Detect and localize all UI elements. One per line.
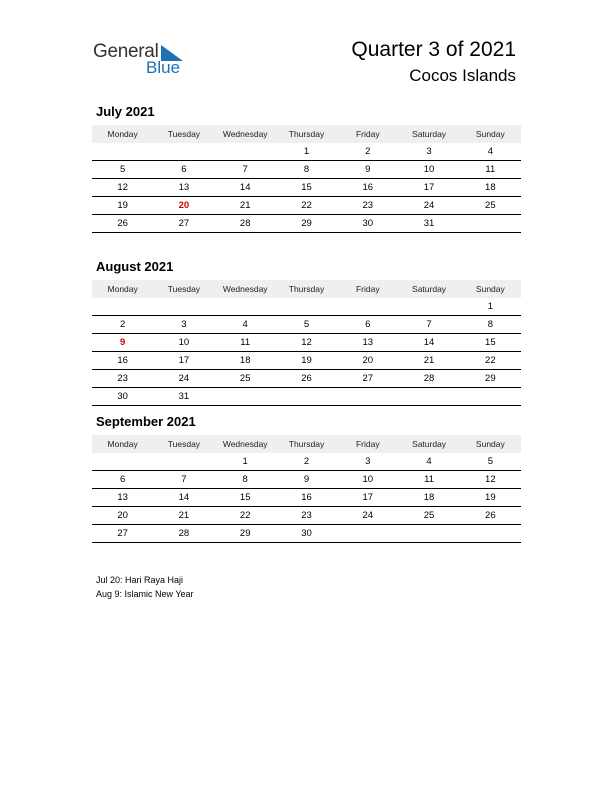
day-cell: 13	[153, 179, 214, 197]
day-cell: 22	[215, 507, 276, 525]
week-row	[92, 471, 521, 489]
day-cell: 27	[153, 215, 214, 233]
day-cell: 17	[337, 489, 398, 507]
day-cell: 9	[276, 471, 337, 489]
day-cell: 30	[337, 215, 398, 233]
weekday-header: Thursday	[276, 125, 337, 143]
week-row	[92, 489, 521, 507]
holiday-note: Jul 20: Hari Raya Haji	[96, 575, 184, 585]
logo-blue-text: Blue	[146, 58, 181, 77]
weekday-header: Thursday	[276, 435, 337, 453]
weekday-header: Thursday	[276, 280, 337, 298]
day-cell: 4	[215, 316, 276, 334]
month-title: September 2021	[96, 414, 196, 429]
day-cell: 1	[276, 143, 337, 161]
weekday-header: Friday	[337, 435, 398, 453]
month-july	[92, 104, 521, 233]
day-cell: 9	[337, 161, 398, 179]
day-cell: 8	[276, 161, 337, 179]
empty-day-cell	[92, 143, 153, 161]
empty-day-cell	[460, 215, 521, 233]
weekday-header: Tuesday	[153, 125, 214, 143]
day-cell: 19	[276, 352, 337, 370]
day-cell: 6	[153, 161, 214, 179]
week-row	[92, 370, 521, 388]
week-row	[92, 215, 521, 233]
week-row	[92, 507, 521, 525]
day-cell: 12	[276, 334, 337, 352]
day-cell: 23	[276, 507, 337, 525]
weekday-header: Friday	[337, 125, 398, 143]
day-cell: 18	[398, 489, 459, 507]
day-cell: 6	[92, 471, 153, 489]
day-cell: 29	[215, 525, 276, 543]
day-cell: 3	[337, 453, 398, 471]
weekday-header: Saturday	[398, 435, 459, 453]
day-cell: 24	[398, 197, 459, 215]
day-cell: 21	[215, 197, 276, 215]
week-row	[92, 388, 521, 406]
empty-day-cell	[460, 525, 521, 543]
weekday-header-row	[92, 280, 521, 298]
day-cell: 28	[153, 525, 214, 543]
weekday-header: Wednesday	[215, 280, 276, 298]
weekday-header: Wednesday	[215, 435, 276, 453]
day-cell: 25	[398, 507, 459, 525]
week-row	[92, 316, 521, 334]
day-cell: 7	[153, 471, 214, 489]
empty-day-cell	[398, 388, 459, 406]
empty-day-cell	[276, 388, 337, 406]
day-cell: 8	[460, 316, 521, 334]
day-cell: 28	[398, 370, 459, 388]
empty-day-cell	[398, 525, 459, 543]
day-cell: 13	[337, 334, 398, 352]
day-cell: 12	[460, 471, 521, 489]
calendar-table	[92, 435, 521, 543]
empty-day-cell	[92, 298, 153, 316]
day-cell: 31	[153, 388, 214, 406]
weekday-header: Saturday	[398, 125, 459, 143]
empty-day-cell	[153, 453, 214, 471]
day-cell: 10	[153, 334, 214, 352]
empty-day-cell	[460, 388, 521, 406]
day-cell: 17	[398, 179, 459, 197]
day-cell: 16	[276, 489, 337, 507]
empty-day-cell	[276, 298, 337, 316]
page-subtitle: Cocos Islands	[409, 66, 516, 85]
day-cell: 18	[460, 179, 521, 197]
empty-day-cell	[337, 298, 398, 316]
week-row	[92, 298, 521, 316]
day-cell: 27	[92, 525, 153, 543]
day-cell: 20	[337, 352, 398, 370]
weekday-header: Friday	[337, 280, 398, 298]
day-cell: 15	[215, 489, 276, 507]
calendar-table	[92, 280, 521, 406]
day-cell: 5	[92, 161, 153, 179]
weekday-header: Monday	[92, 280, 153, 298]
day-cell: 2	[92, 316, 153, 334]
weekday-header: Sunday	[460, 435, 521, 453]
empty-day-cell	[215, 298, 276, 316]
day-cell: 30	[276, 525, 337, 543]
day-cell: 21	[398, 352, 459, 370]
day-cell: 4	[460, 143, 521, 161]
empty-day-cell	[215, 143, 276, 161]
day-cell: 23	[337, 197, 398, 215]
day-cell: 26	[92, 215, 153, 233]
weekday-header: Monday	[92, 125, 153, 143]
day-cell: 26	[460, 507, 521, 525]
week-row	[92, 352, 521, 370]
week-row	[92, 179, 521, 197]
day-cell: 26	[276, 370, 337, 388]
day-cell: 11	[215, 334, 276, 352]
empty-day-cell	[215, 388, 276, 406]
empty-day-cell	[92, 453, 153, 471]
weekday-header: Saturday	[398, 280, 459, 298]
day-cell: 23	[92, 370, 153, 388]
day-cell: 2	[337, 143, 398, 161]
empty-day-cell	[398, 298, 459, 316]
month-title: July 2021	[96, 104, 155, 119]
holiday-note: Aug 9: Islamic New Year	[96, 589, 194, 599]
weekday-header: Tuesday	[153, 280, 214, 298]
day-cell: 29	[460, 370, 521, 388]
holiday-day-cell: 9	[92, 334, 153, 352]
day-cell: 14	[398, 334, 459, 352]
day-cell: 13	[92, 489, 153, 507]
day-cell: 2	[276, 453, 337, 471]
day-cell: 12	[92, 179, 153, 197]
weekday-header: Monday	[92, 435, 153, 453]
empty-day-cell	[337, 525, 398, 543]
day-cell: 14	[153, 489, 214, 507]
week-row	[92, 161, 521, 179]
day-cell: 5	[460, 453, 521, 471]
generalblue-logo	[93, 40, 193, 80]
day-cell: 7	[215, 161, 276, 179]
weekday-header-row	[92, 125, 521, 143]
month-september	[92, 414, 521, 543]
day-cell: 7	[398, 316, 459, 334]
day-cell: 6	[337, 316, 398, 334]
page-title: Quarter 3 of 2021	[351, 38, 516, 61]
day-cell: 10	[398, 161, 459, 179]
day-cell: 24	[337, 507, 398, 525]
day-cell: 25	[460, 197, 521, 215]
week-row	[92, 197, 521, 215]
weekday-header: Sunday	[460, 280, 521, 298]
empty-day-cell	[153, 143, 214, 161]
day-cell: 4	[398, 453, 459, 471]
day-cell: 19	[92, 197, 153, 215]
day-cell: 15	[276, 179, 337, 197]
day-cell: 19	[460, 489, 521, 507]
day-cell: 24	[153, 370, 214, 388]
day-cell: 5	[276, 316, 337, 334]
day-cell: 16	[337, 179, 398, 197]
day-cell: 3	[398, 143, 459, 161]
day-cell: 31	[398, 215, 459, 233]
day-cell: 29	[276, 215, 337, 233]
day-cell: 22	[276, 197, 337, 215]
holiday-notes	[96, 573, 194, 601]
day-cell: 3	[153, 316, 214, 334]
day-cell: 8	[215, 471, 276, 489]
month-title: August 2021	[96, 259, 174, 274]
week-row	[92, 143, 521, 161]
day-cell: 27	[337, 370, 398, 388]
month-august	[92, 259, 521, 406]
empty-day-cell	[153, 298, 214, 316]
day-cell: 30	[92, 388, 153, 406]
day-cell: 15	[460, 334, 521, 352]
weekday-header: Sunday	[460, 125, 521, 143]
day-cell: 22	[460, 352, 521, 370]
weekday-header: Tuesday	[153, 435, 214, 453]
day-cell: 18	[215, 352, 276, 370]
weekday-header-row	[92, 435, 521, 453]
day-cell: 28	[215, 215, 276, 233]
calendar-table	[92, 125, 521, 233]
day-cell: 10	[337, 471, 398, 489]
day-cell: 1	[215, 453, 276, 471]
logo-general-text: General	[93, 41, 159, 62]
week-row	[92, 453, 521, 471]
empty-day-cell	[337, 388, 398, 406]
holiday-day-cell: 20	[153, 197, 214, 215]
day-cell: 21	[153, 507, 214, 525]
day-cell: 17	[153, 352, 214, 370]
day-cell: 11	[398, 471, 459, 489]
weekday-header: Wednesday	[215, 125, 276, 143]
day-cell: 14	[215, 179, 276, 197]
day-cell: 25	[215, 370, 276, 388]
week-row	[92, 334, 521, 352]
day-cell: 16	[92, 352, 153, 370]
day-cell: 1	[460, 298, 521, 316]
day-cell: 11	[460, 161, 521, 179]
day-cell: 20	[92, 507, 153, 525]
week-row	[92, 525, 521, 543]
